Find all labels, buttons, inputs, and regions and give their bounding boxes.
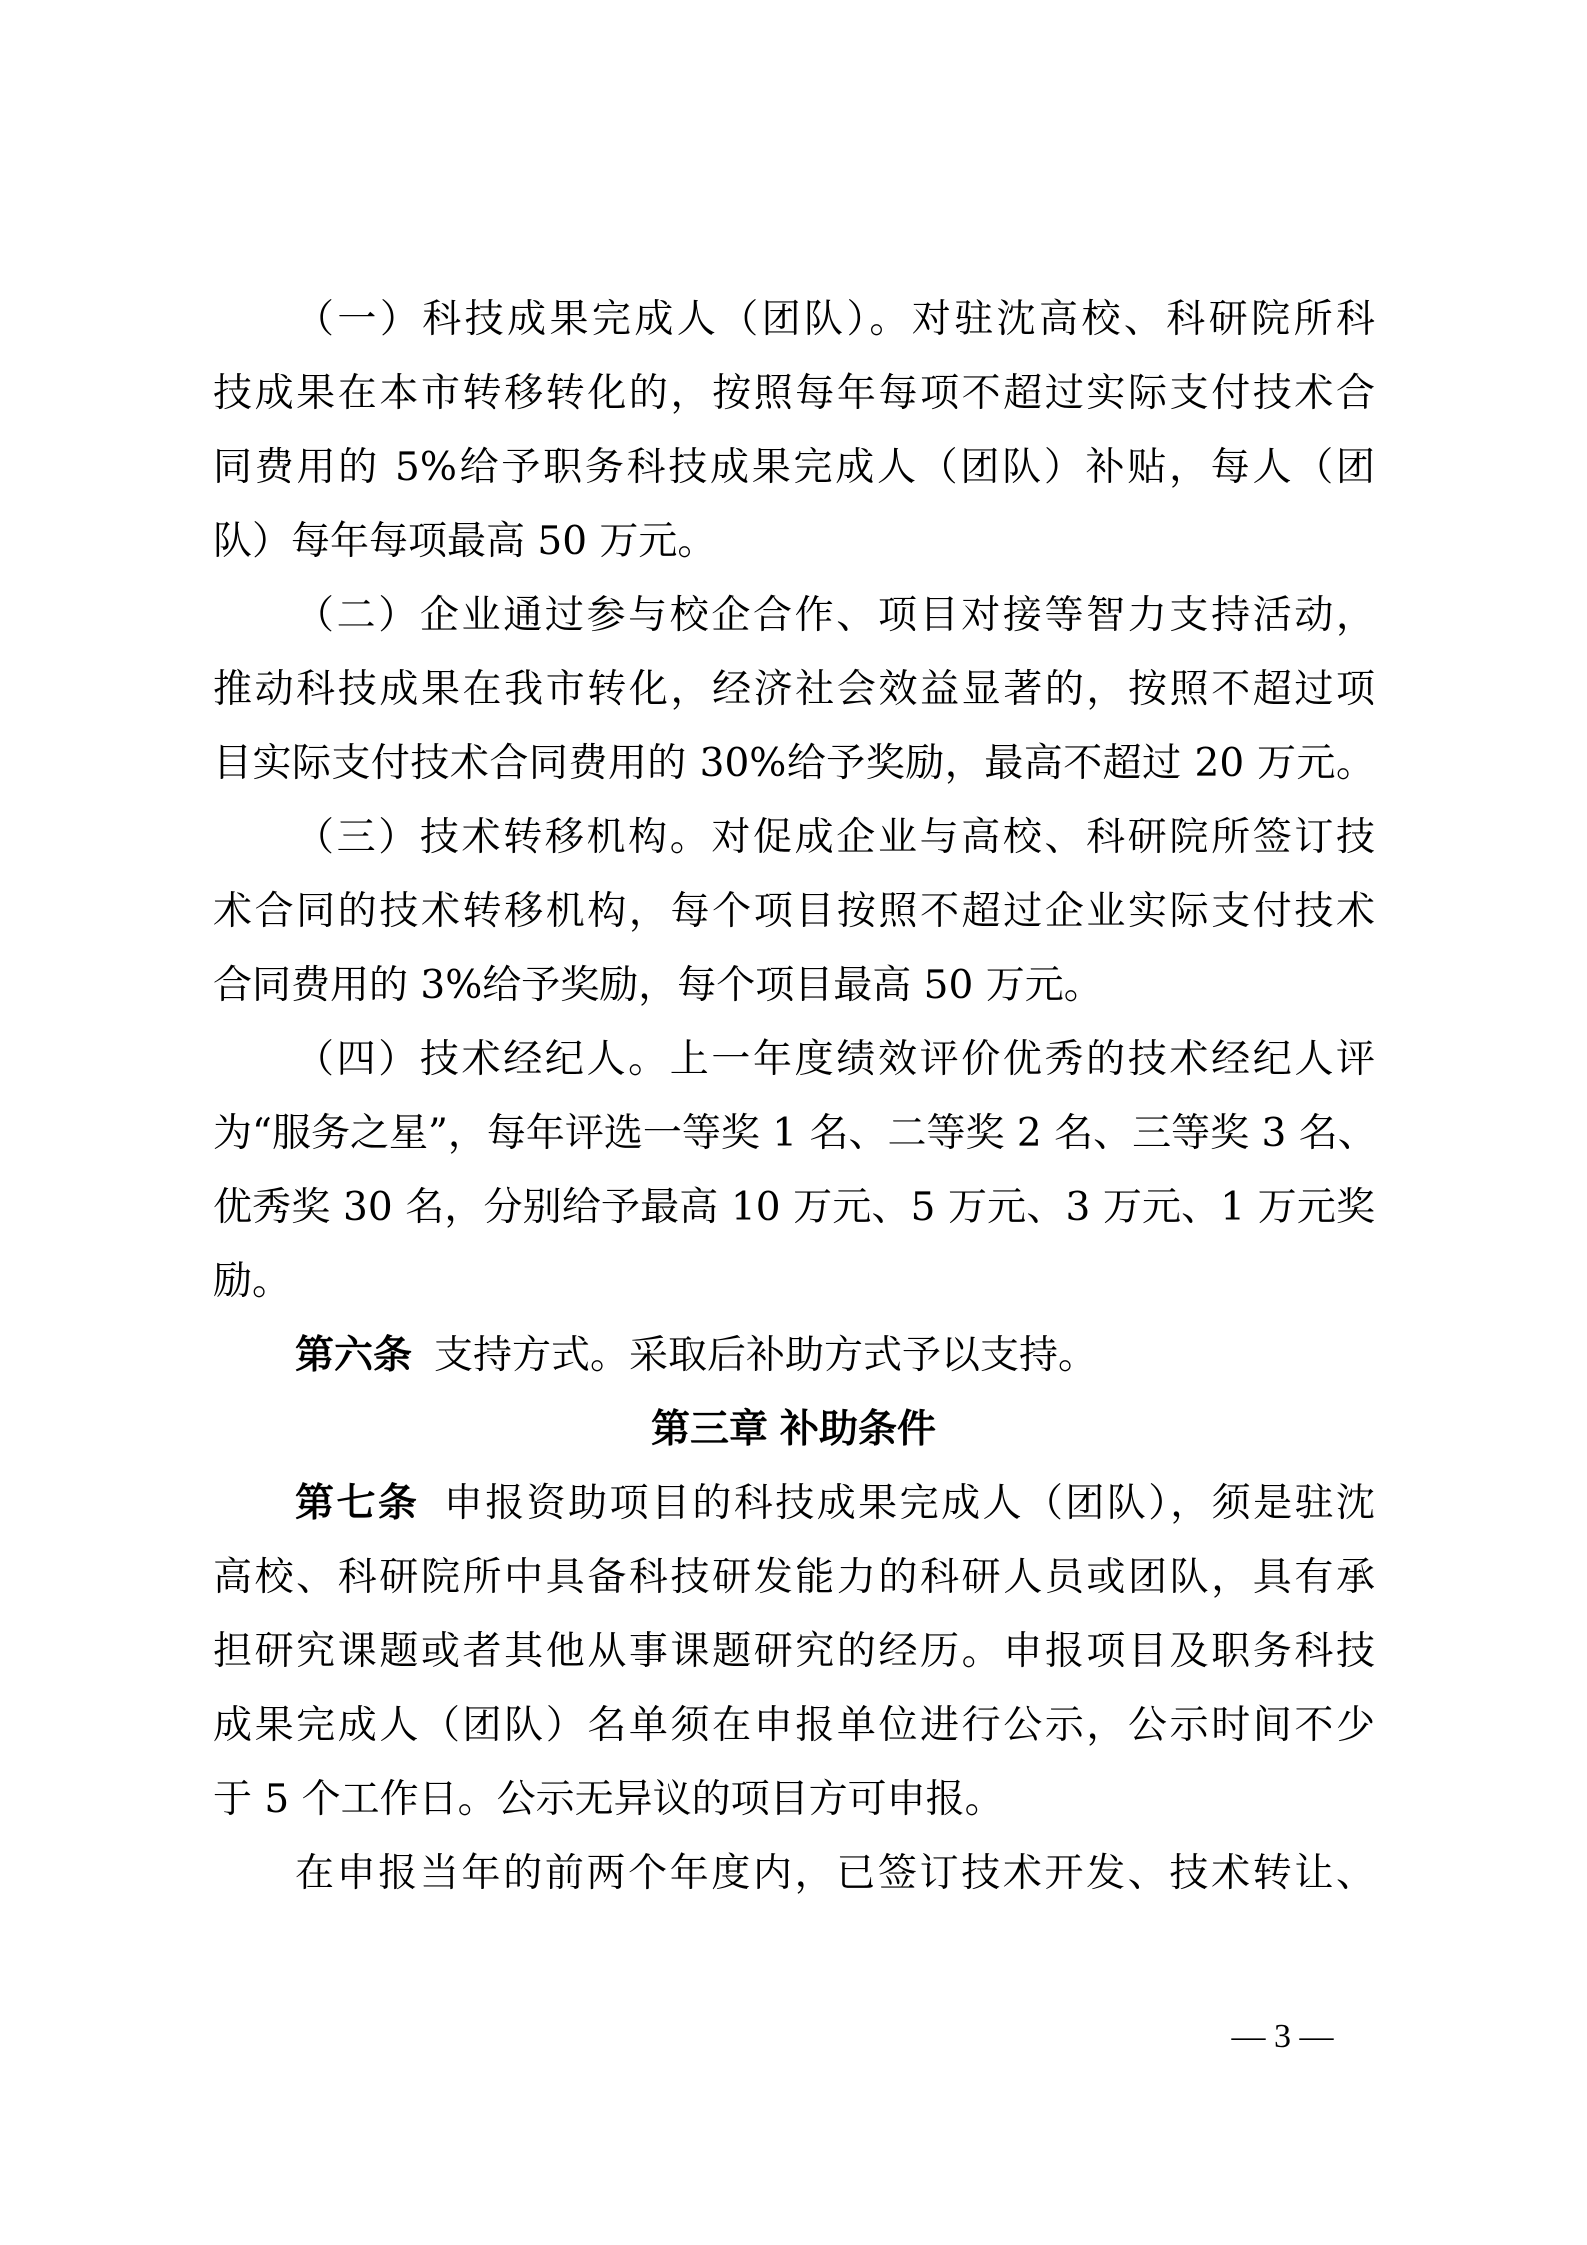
paragraph-item-4-line-2: 为“服务之星”，每年评选一等奖 1 名、二等奖 2 名、三等奖 3 名、	[213, 1111, 1377, 1156]
paragraph-item-4-line-1: （四）技术经纪人。上一年度绩效评价优秀的技术经纪人评	[295, 1037, 1375, 1082]
paragraph-item-3-line-1: （三）技术转移机构。对促成企业与高校、科研院所签订技	[295, 815, 1375, 860]
paragraph-item-4-line-3: 优秀奖 30 名，分别给予最高 10 万元、5 万元、3 万元、1 万元奖	[213, 1185, 1375, 1230]
article-7-line-4: 成果完成人（团队）名单须在申报单位进行公示，公示时间不少	[213, 1703, 1375, 1748]
article-6	[295, 1326, 1375, 1386]
paragraph-item-1-line-2: 技成果在本市转移转化的，按照每年每项不超过实际支付技术合	[213, 371, 1375, 416]
article-7-line-2: 高校、科研院所中具备科技研发能力的科研人员或团队，具有承	[213, 1555, 1375, 1600]
chapter-title: 补助条件	[780, 1407, 937, 1452]
paragraph-item-1-line-3: 同费用的 5%给予职务科技成果完成人（团队）补贴，每人（团	[213, 445, 1375, 490]
paragraph-item-2-line-1: （二）企业通过参与校企合作、项目对接等智力支持活动，	[295, 593, 1375, 638]
paragraph-item-3-line-3: 合同费用的 3%给予奖励，每个项目最高 50 万元。	[213, 963, 1103, 1008]
paragraph-item-3-line-2: 术合同的技术转移机构，每个项目按照不超过企业实际支付技术	[213, 889, 1375, 934]
continuation-paragraph-line-1: 在申报当年的前两个年度内，已签订技术开发、技术转让、	[295, 1851, 1375, 1896]
article-7-line-1	[295, 1474, 1375, 1534]
article-6-text: 支持方式。采取后补助方式予以支持。	[434, 1333, 1098, 1378]
article-6-label: 第六条	[295, 1333, 413, 1378]
article-7-line-3: 担研究课题或者其他从事课题研究的经历。申报项目及职务科技	[213, 1629, 1375, 1674]
chapter-heading	[0, 1400, 1587, 1460]
article-7-first-line: 申报资助项目的科技成果完成人（团队），须是驻沈	[441, 1481, 1375, 1526]
paragraph-item-1-line-1: （一）科技成果完成人（团队）。对驻沈高校、科研院所科	[295, 297, 1375, 342]
paragraph-item-2-line-3: 目实际支付技术合同费用的 30%给予奖励，最高不超过 20 万元。	[213, 741, 1375, 786]
article-7-label: 第七条	[295, 1481, 420, 1526]
paragraph-item-2-line-2: 推动科技成果在我市转化，经济社会效益显著的，按照不超过项	[213, 667, 1375, 712]
page-number: — 3 —	[1231, 2018, 1334, 2055]
chapter-label: 第三章	[650, 1407, 768, 1452]
paragraph-item-1-line-4: 队）每年每项最高 50 万元。	[213, 519, 717, 564]
article-7-line-5: 于 5 个工作日。公示无异议的项目方可申报。	[213, 1777, 1004, 1822]
paragraph-item-4-line-4: 励。	[213, 1259, 292, 1304]
